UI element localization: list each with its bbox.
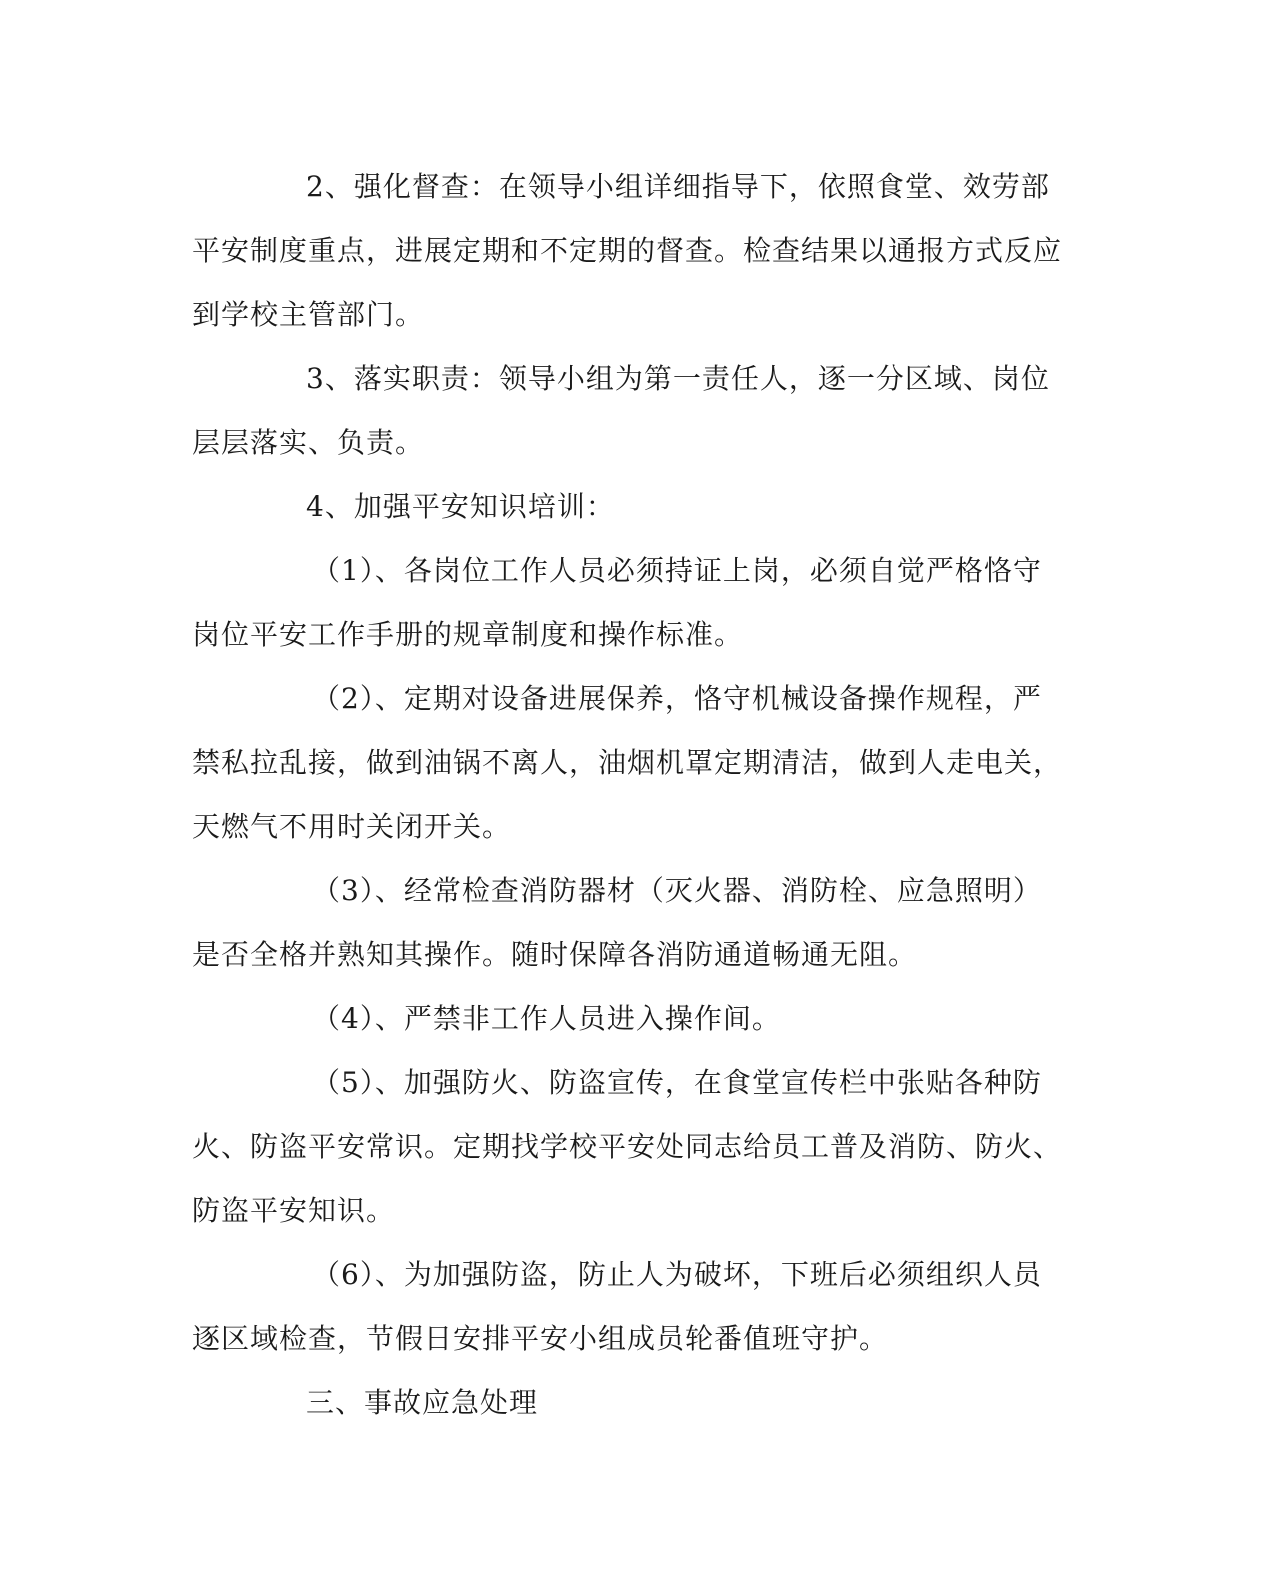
paragraph-line: 岗位平安工作手册的规章制度和操作标准。: [192, 618, 744, 651]
paragraph-item-2: [192, 667, 1062, 859]
paragraph-implement-responsibility: [192, 347, 1062, 475]
paragraph-line: 逐区域检查，节假日安排平安小组成员轮番值班守护。: [192, 1322, 889, 1355]
paragraph-line: 到学校主管部门。: [192, 298, 425, 331]
document-body: [192, 155, 1062, 1435]
paragraph-line: 4、加强平安知识培训：: [306, 490, 615, 523]
paragraph-line: （1）、各岗位工作人员必须持证上岗，必须自觉严格恪守: [312, 554, 1042, 587]
paragraph-line: 层层落实、负责。: [192, 426, 425, 459]
paragraph-item-4: [192, 987, 1062, 1051]
section-heading-emergency-handling: [192, 1371, 1062, 1435]
paragraph-strengthen-supervision: [192, 155, 1062, 347]
paragraph-line: 2、强化督查：在领导小组详细指导下，依照食堂、效劳部: [306, 170, 1050, 203]
paragraph-line: 防盗平安知识。: [192, 1194, 396, 1227]
paragraph-line: 3、落实职责：领导小组为第一责任人，逐一分区域、岗位: [306, 362, 1050, 395]
paragraph-line: （2）、定期对设备进展保养，恪守机械设备操作规程，严: [312, 682, 1042, 715]
paragraph-line: （6）、为加强防盗，防止人为破坏，下班后必须组织人员: [312, 1258, 1042, 1291]
paragraph-safety-training-heading: [192, 475, 1062, 539]
paragraph-line: 火、防盗平安常识。定期找学校平安处同志给员工普及消防、防火、: [192, 1130, 1063, 1163]
section-heading: 三、事故应急处理: [306, 1386, 539, 1419]
paragraph-item-6: [192, 1243, 1062, 1371]
paragraph-line: （5）、加强防火、防盗宣传，在食堂宣传栏中张贴各种防: [312, 1066, 1042, 1099]
paragraph-line: （3）、经常检查消防器材（灭火器、消防栓、应急照明）: [312, 874, 1042, 907]
paragraph-item-5: [192, 1051, 1062, 1243]
paragraph-item-1: [192, 539, 1062, 667]
paragraph-line: 天燃气不用时关闭开关。: [192, 810, 512, 843]
paragraph-line: 禁私拉乱接，做到油锅不离人，油烟机罩定期清洁，做到人走电关，: [192, 746, 1063, 779]
paragraph-item-3: [192, 859, 1062, 987]
paragraph-line: 平安制度重点，进展定期和不定期的督查。检查结果以通报方式反应: [192, 234, 1063, 267]
paragraph-line: 是否全格并熟知其操作。随时保障各消防通道畅通无阻。: [192, 938, 918, 971]
paragraph-line: （4）、严禁非工作人员进入操作间。: [312, 1002, 781, 1035]
